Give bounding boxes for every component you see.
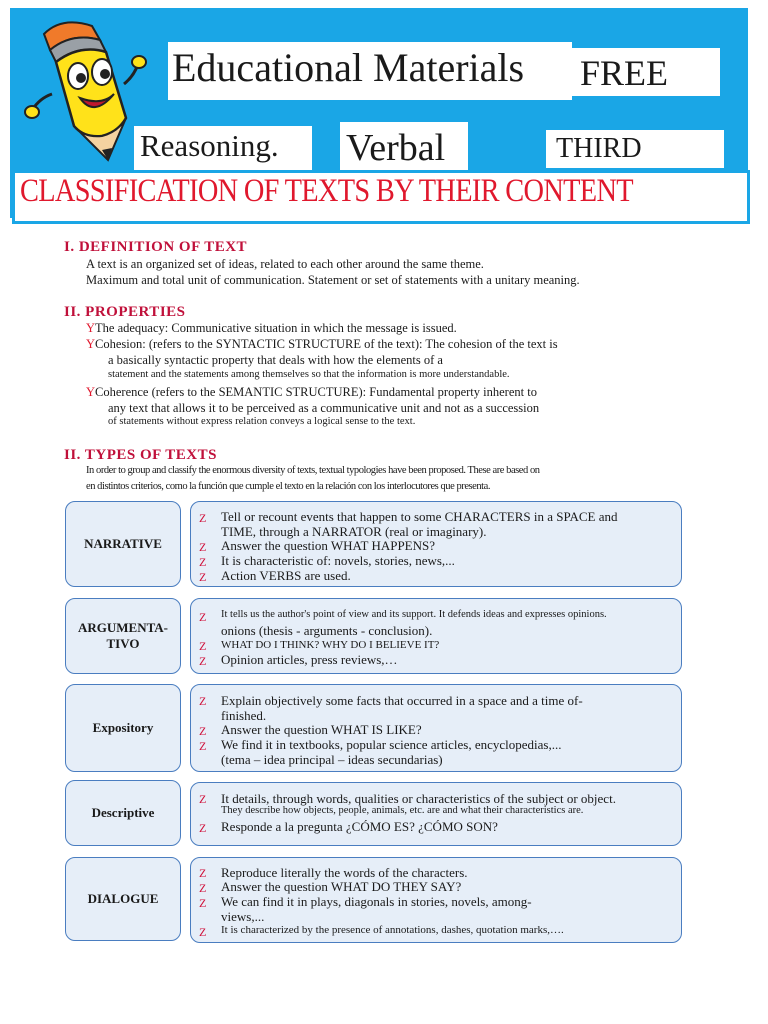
bullet-icon: Z <box>199 654 207 668</box>
argumentative-point: Opinion articles, press reviews,… <box>221 652 398 667</box>
verbal-label: Verbal <box>346 127 446 169</box>
dialogue-point: We can find it in plays, diagonals in stories, novels, among- <box>221 894 532 909</box>
narrative-label: NARRATIVE <box>65 501 181 587</box>
narrative-point: TIME, through a NARRATOR (real or imaginary). <box>221 524 487 539</box>
bullet-icon: Y <box>86 337 96 351</box>
bullet-icon: Z <box>199 739 207 753</box>
expository-point: (tema – idea principal – ideas secundarias) <box>221 752 443 767</box>
bullet-icon: Z <box>199 540 207 554</box>
bullet-icon: Y <box>86 385 96 399</box>
bullet-icon: Z <box>199 511 207 525</box>
expository-label: Expository <box>65 684 181 772</box>
free-label: FREE <box>580 53 669 93</box>
dialogue-point: Answer the question WHAT DO THEY SAY? <box>221 879 462 894</box>
expository-point: Explain objectively some facts that occurred in a space and a time of- <box>221 693 583 708</box>
descriptive-box <box>190 782 682 846</box>
bullet-icon: Z <box>199 896 207 910</box>
bullet-icon: Z <box>199 821 207 835</box>
properties-heading: II. PROPERTIES <box>64 304 186 320</box>
descriptive-label: Descriptive <box>65 780 181 846</box>
definition-line: A text is an organized set of ideas, related to each other around the same theme. <box>86 257 484 271</box>
dialogue-point: It is characterized by the presence of annotations, dashes, quotation marks,…. <box>221 924 564 936</box>
narrative-point: Answer the question WHAT HAPPENS? <box>221 538 436 553</box>
property-coherence: YCoherence (refers to the SEMANTIC STRUCTURE): Fundamental property inherent to <box>86 385 537 399</box>
argumentative-point: It tells us the author's point of view and its support. It defends ideas and expresses opinions. <box>221 609 607 620</box>
types-intro: en distintos criterios, como la función que cumple el texto en la relación con los interlocutores que presenta. <box>86 481 491 492</box>
property-cohesion-cont: a basically syntactic property that deals with how the elements of a <box>108 353 443 367</box>
bullet-icon: Z <box>199 570 207 584</box>
definition-heading: I. DEFINITION OF TEXT <box>64 239 248 255</box>
argumentative-box <box>190 598 682 674</box>
property-coherence-cont: of statements without express relation conveys a logical sense to the text. <box>108 416 416 427</box>
topic-title: CLASSIFICATION OF TEXTS BY THEIR CONTENT <box>20 173 633 209</box>
reasoning-label: Reasoning. <box>140 128 279 163</box>
narrative-point: Tell or recount events that happen to some CHARACTERS in a SPACE and <box>221 509 618 524</box>
property-cohesion: YCohesion: (refers to the SYNTACTIC STRUCTURE of the text): The cohesion of the text is <box>86 337 558 351</box>
narrative-box <box>190 501 682 587</box>
argumentative-point: onions (thesis - arguments - conclusion). <box>221 623 433 638</box>
dialogue-point: views,... <box>221 909 265 924</box>
bullet-icon: Z <box>199 610 207 624</box>
argumentative-point: WHAT DO I THINK? WHY DO I BELIEVE IT? <box>221 639 440 651</box>
bullet-icon: Z <box>199 866 207 880</box>
grade-label: THIRD <box>556 133 642 164</box>
property-adequacy: YThe adequacy: Communicative situation in which the message is issued. <box>86 321 457 335</box>
descriptive-point: It details, through words, qualities or characteristics of the subject or object. <box>221 791 616 806</box>
expository-box <box>190 684 682 772</box>
expository-point: Answer the question WHAT IS LIKE? <box>221 722 422 737</box>
types-intro: In order to group and classify the enormous diversity of texts, textual typologies have been proposed. These are based on <box>86 465 540 476</box>
narrative-point: It is characteristic of: novels, stories, news,... <box>221 553 455 568</box>
expository-point: We find it in textbooks, popular science articles, encyclopedias,... <box>221 737 562 752</box>
descriptive-point: They describe how objects, people, animals, etc. are and what their characteristics are. <box>221 805 584 816</box>
argumentative-label: ARGUMENTA- TIVO <box>65 598 181 674</box>
narrative-point: Action VERBS are used. <box>221 568 351 583</box>
bullet-icon: Z <box>199 694 207 708</box>
definition-line: Maximum and total unit of communication. Statement or set of statements with a unitary meaning. <box>86 273 580 287</box>
dialogue-point: Reproduce literally the words of the characters. <box>221 865 468 880</box>
bullet-icon: Z <box>199 792 207 806</box>
expository-point: finished. <box>221 708 267 723</box>
bullet-icon: Z <box>199 881 207 895</box>
bullet-icon: Z <box>199 724 207 738</box>
bullet-icon: Z <box>199 639 207 653</box>
types-heading: II. TYPES OF TEXTS <box>64 447 217 463</box>
pencil-mascot-icon <box>22 14 152 164</box>
descriptive-point: Responde a la pregunta ¿CÓMO ES? ¿CÓMO SON? <box>221 819 498 834</box>
bullet-icon: Y <box>86 321 96 335</box>
dialogue-box <box>190 857 682 943</box>
page-title: Educational Materials <box>172 45 525 90</box>
dialogue-label: DIALOGUE <box>65 857 181 941</box>
bullet-icon: Z <box>199 555 207 569</box>
bullet-icon: Z <box>199 925 207 939</box>
property-coherence-cont: any text that allows it to be perceived as a communicative unit and not as a succession <box>108 401 540 415</box>
property-cohesion-cont: statement and the statements among themselves so that the information is more understandable. <box>108 369 510 380</box>
